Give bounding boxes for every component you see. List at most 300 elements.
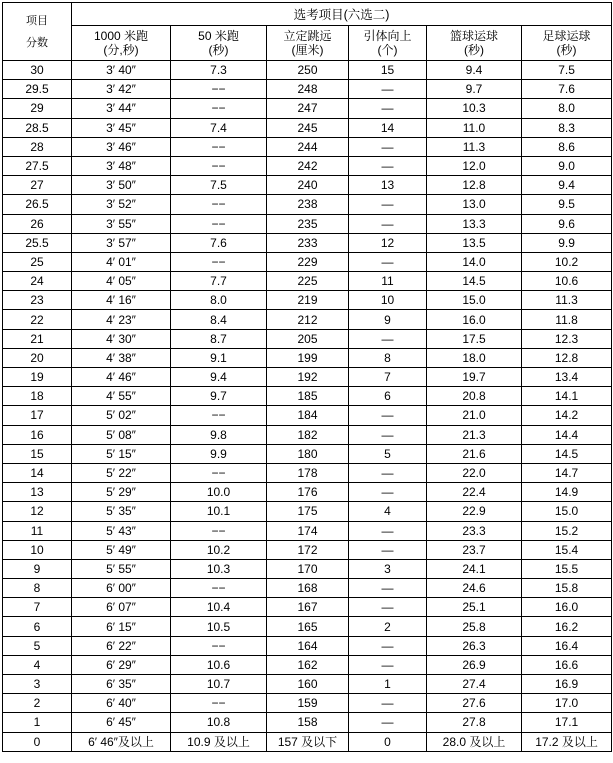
value-cell: 10.3 <box>427 99 522 118</box>
table-row <box>3 348 612 367</box>
value-cell: 10.0 <box>171 483 267 502</box>
table-row <box>3 272 612 291</box>
value-cell: 245 <box>267 118 349 137</box>
score-cell: 16 <box>3 425 72 444</box>
score-cell: 25.5 <box>3 233 72 252</box>
value-cell: 10.9 及以上 <box>171 732 267 751</box>
corner-label-score: 分数 <box>26 36 48 49</box>
value-cell: 11.3 <box>427 137 522 156</box>
score-cell: 13 <box>3 483 72 502</box>
value-cell: 6′ 00″ <box>72 579 171 598</box>
value-cell: 10.6 <box>522 272 612 291</box>
value-cell: 192 <box>267 368 349 387</box>
value-cell: — <box>349 99 427 118</box>
score-cell: 29.5 <box>3 80 72 99</box>
value-cell: 9.9 <box>522 233 612 252</box>
value-cell: — <box>349 598 427 617</box>
value-cell: — <box>349 329 427 348</box>
value-cell: 167 <box>267 598 349 617</box>
value-cell: 4 <box>349 502 427 521</box>
value-cell: 25.8 <box>427 617 522 636</box>
value-cell: 7.5 <box>522 61 612 80</box>
value-cell: 4′ 16″ <box>72 291 171 310</box>
value-cell: 11.3 <box>522 291 612 310</box>
value-cell: 165 <box>267 617 349 636</box>
value-cell: — <box>349 195 427 214</box>
value-cell: 21.6 <box>427 444 522 463</box>
table-row <box>3 713 612 732</box>
value-cell: 4′ 01″ <box>72 252 171 271</box>
value-cell: 7.7 <box>171 272 267 291</box>
table-row <box>3 559 612 578</box>
table-row <box>3 636 612 655</box>
value-cell: −− <box>171 195 267 214</box>
value-cell: — <box>349 579 427 598</box>
column-header-name: 50 米跑 <box>198 29 239 43</box>
score-cell: 17 <box>3 406 72 425</box>
column-header-unit: (厘米) <box>291 43 324 57</box>
score-table-body <box>3 61 612 752</box>
value-cell: 15.4 <box>522 540 612 559</box>
value-cell: 23.7 <box>427 540 522 559</box>
value-cell: — <box>349 636 427 655</box>
value-cell: 3′ 55″ <box>72 214 171 233</box>
value-cell: 8.3 <box>522 118 612 137</box>
value-cell: 20.8 <box>427 387 522 406</box>
corner-label-item: 项目 <box>26 14 48 27</box>
table-row <box>3 444 612 463</box>
value-cell: 10.1 <box>171 502 267 521</box>
value-cell: 170 <box>267 559 349 578</box>
value-cell: 11.8 <box>522 310 612 329</box>
score-cell: 10 <box>3 540 72 559</box>
table-row <box>3 540 612 559</box>
value-cell: 2 <box>349 617 427 636</box>
table-row <box>3 579 612 598</box>
value-cell: 212 <box>267 310 349 329</box>
value-cell: 160 <box>267 675 349 694</box>
value-cell: 10.2 <box>171 540 267 559</box>
value-cell: 27.4 <box>427 675 522 694</box>
value-cell: 9.9 <box>171 444 267 463</box>
value-cell: 23.3 <box>427 521 522 540</box>
value-cell: 4′ 30″ <box>72 329 171 348</box>
value-cell: 3′ 46″ <box>72 137 171 156</box>
value-cell: 18.0 <box>427 348 522 367</box>
value-cell: 3′ 48″ <box>72 156 171 175</box>
value-cell: 27.8 <box>427 713 522 732</box>
score-cell: 20 <box>3 348 72 367</box>
value-cell: 7.5 <box>171 176 267 195</box>
value-cell: 15.5 <box>522 559 612 578</box>
value-cell: 6′ 40″ <box>72 694 171 713</box>
value-cell: 162 <box>267 655 349 674</box>
table-row <box>3 425 612 444</box>
column-header-name: 引体向上 <box>363 29 412 43</box>
value-cell: 4′ 38″ <box>72 348 171 367</box>
score-cell: 28 <box>3 137 72 156</box>
value-cell: 6′ 35″ <box>72 675 171 694</box>
table-row <box>3 387 612 406</box>
score-cell: 12 <box>3 502 72 521</box>
value-cell: 3′ 45″ <box>72 118 171 137</box>
score-cell: 15 <box>3 444 72 463</box>
value-cell: 244 <box>267 137 349 156</box>
value-cell: — <box>349 483 427 502</box>
corner-header-cell <box>3 3 72 61</box>
score-cell: 6 <box>3 617 72 636</box>
value-cell: 4′ 46″ <box>72 368 171 387</box>
score-cell: 25 <box>3 252 72 271</box>
score-cell: 18 <box>3 387 72 406</box>
column-header-unit: (秒) <box>556 43 577 57</box>
value-cell: 247 <box>267 99 349 118</box>
score-cell: 27.5 <box>3 156 72 175</box>
value-cell: 7 <box>349 368 427 387</box>
column-header-name: 立定跳远 <box>283 29 332 43</box>
value-cell: 24.6 <box>427 579 522 598</box>
value-cell: 24.1 <box>427 559 522 578</box>
value-cell: 15.2 <box>522 521 612 540</box>
score-cell: 26 <box>3 214 72 233</box>
value-cell: 7.6 <box>522 80 612 99</box>
value-cell: 14.5 <box>522 444 612 463</box>
value-cell: — <box>349 655 427 674</box>
value-cell: 9.5 <box>522 195 612 214</box>
value-cell: 5′ 49″ <box>72 540 171 559</box>
value-cell: 13.3 <box>427 214 522 233</box>
value-cell: 22.0 <box>427 463 522 482</box>
value-cell: −− <box>171 463 267 482</box>
value-cell: 3′ 42″ <box>72 80 171 99</box>
table-row <box>3 368 612 387</box>
value-cell: 6′ 15″ <box>72 617 171 636</box>
value-cell: 185 <box>267 387 349 406</box>
group-header: 选考项目(六选二) <box>72 3 612 26</box>
value-cell: 229 <box>267 252 349 271</box>
score-cell: 7 <box>3 598 72 617</box>
value-cell: 9 <box>349 310 427 329</box>
table-header <box>3 3 612 61</box>
value-cell: 184 <box>267 406 349 425</box>
value-cell: — <box>349 713 427 732</box>
value-cell: 9.7 <box>427 80 522 99</box>
value-cell: −− <box>171 694 267 713</box>
table-row <box>3 655 612 674</box>
column-header-name: 篮球运球 <box>449 29 498 43</box>
value-cell: 7.3 <box>171 61 267 80</box>
table-row <box>3 195 612 214</box>
value-cell: 13.4 <box>522 368 612 387</box>
value-cell: 5′ 29″ <box>72 483 171 502</box>
column-header-name: 足球运球 <box>542 29 591 43</box>
value-cell: 16.0 <box>522 598 612 617</box>
value-cell: 3′ 50″ <box>72 176 171 195</box>
table-row <box>3 732 612 751</box>
value-cell: 0 <box>349 732 427 751</box>
value-cell: 205 <box>267 329 349 348</box>
value-cell: 9.7 <box>171 387 267 406</box>
table-row <box>3 502 612 521</box>
value-cell: 248 <box>267 80 349 99</box>
value-cell: 15.0 <box>522 502 612 521</box>
table-row <box>3 694 612 713</box>
value-cell: −− <box>171 579 267 598</box>
score-cell: 21 <box>3 329 72 348</box>
value-cell: 10 <box>349 291 427 310</box>
score-cell: 14 <box>3 463 72 482</box>
value-cell: 1 <box>349 675 427 694</box>
column-header <box>171 26 267 61</box>
value-cell: 10.7 <box>171 675 267 694</box>
value-cell: 6′ 22″ <box>72 636 171 655</box>
score-cell: 24 <box>3 272 72 291</box>
table-row <box>3 61 612 80</box>
value-cell: 6′ 46″及以上 <box>72 732 171 751</box>
value-cell: 7.6 <box>171 233 267 252</box>
score-cell: 22 <box>3 310 72 329</box>
value-cell: −− <box>171 80 267 99</box>
value-cell: 13.5 <box>427 233 522 252</box>
value-cell: −− <box>171 521 267 540</box>
table-row <box>3 675 612 694</box>
table-row <box>3 252 612 271</box>
value-cell: 199 <box>267 348 349 367</box>
value-cell: 26.3 <box>427 636 522 655</box>
score-cell: 0 <box>3 732 72 751</box>
value-cell: 6′ 45″ <box>72 713 171 732</box>
value-cell: 5′ 55″ <box>72 559 171 578</box>
value-cell: 5′ 02″ <box>72 406 171 425</box>
column-header-unit: (分,秒) <box>103 43 139 57</box>
value-cell: 157 及以下 <box>267 732 349 751</box>
value-cell: 15.0 <box>427 291 522 310</box>
value-cell: 164 <box>267 636 349 655</box>
value-cell: 8.0 <box>171 291 267 310</box>
value-cell: 25.1 <box>427 598 522 617</box>
column-header <box>427 26 522 61</box>
score-cell: 4 <box>3 655 72 674</box>
value-cell: 250 <box>267 61 349 80</box>
value-cell: — <box>349 252 427 271</box>
value-cell: 225 <box>267 272 349 291</box>
column-header-row <box>3 26 612 61</box>
table-row <box>3 406 612 425</box>
value-cell: — <box>349 521 427 540</box>
table-row <box>3 176 612 195</box>
value-cell: 4′ 55″ <box>72 387 171 406</box>
value-cell: −− <box>171 99 267 118</box>
value-cell: — <box>349 694 427 713</box>
value-cell: 19.7 <box>427 368 522 387</box>
value-cell: 28.0 及以上 <box>427 732 522 751</box>
value-cell: 17.2 及以上 <box>522 732 612 751</box>
score-cell: 30 <box>3 61 72 80</box>
value-cell: 13 <box>349 176 427 195</box>
value-cell: 6′ 07″ <box>72 598 171 617</box>
value-cell: 8.4 <box>171 310 267 329</box>
value-cell: 15.8 <box>522 579 612 598</box>
value-cell: — <box>349 156 427 175</box>
value-cell: 16.4 <box>522 636 612 655</box>
score-cell: 1 <box>3 713 72 732</box>
score-cell: 9 <box>3 559 72 578</box>
value-cell: 5 <box>349 444 427 463</box>
value-cell: 15 <box>349 61 427 80</box>
value-cell: −− <box>171 214 267 233</box>
score-cell: 27 <box>3 176 72 195</box>
value-cell: 12 <box>349 233 427 252</box>
value-cell: 8.7 <box>171 329 267 348</box>
value-cell: 159 <box>267 694 349 713</box>
value-cell: 10.5 <box>171 617 267 636</box>
value-cell: 10.6 <box>171 655 267 674</box>
value-cell: — <box>349 425 427 444</box>
value-cell: 9.4 <box>522 176 612 195</box>
value-cell: 8 <box>349 348 427 367</box>
value-cell: 21.3 <box>427 425 522 444</box>
value-cell: 9.4 <box>427 61 522 80</box>
score-cell: 29 <box>3 99 72 118</box>
value-cell: 12.0 <box>427 156 522 175</box>
value-cell: 10.8 <box>171 713 267 732</box>
value-cell: 5′ 43″ <box>72 521 171 540</box>
table-row <box>3 291 612 310</box>
value-cell: — <box>349 214 427 233</box>
score-cell: 8 <box>3 579 72 598</box>
column-header-unit: (个) <box>377 43 398 57</box>
value-cell: 16.2 <box>522 617 612 636</box>
value-cell: 14.2 <box>522 406 612 425</box>
value-cell: 4′ 23″ <box>72 310 171 329</box>
value-cell: 235 <box>267 214 349 233</box>
value-cell: 174 <box>267 521 349 540</box>
table-row <box>3 483 612 502</box>
value-cell: 3 <box>349 559 427 578</box>
column-header <box>522 26 612 61</box>
value-cell: 14.1 <box>522 387 612 406</box>
value-cell: −− <box>171 406 267 425</box>
score-cell: 23 <box>3 291 72 310</box>
table-row <box>3 598 612 617</box>
value-cell: −− <box>171 156 267 175</box>
value-cell: 8.6 <box>522 137 612 156</box>
value-cell: −− <box>171 137 267 156</box>
value-cell: 12.8 <box>427 176 522 195</box>
score-table <box>2 2 612 752</box>
value-cell: — <box>349 463 427 482</box>
value-cell: 5′ 22″ <box>72 463 171 482</box>
value-cell: 9.8 <box>171 425 267 444</box>
table-row <box>3 137 612 156</box>
value-cell: 3′ 44″ <box>72 99 171 118</box>
column-header <box>72 26 171 61</box>
value-cell: — <box>349 406 427 425</box>
value-cell: 14.0 <box>427 252 522 271</box>
value-cell: — <box>349 80 427 99</box>
value-cell: 242 <box>267 156 349 175</box>
column-header-name: 1000 米跑 <box>93 29 149 43</box>
value-cell: 158 <box>267 713 349 732</box>
table-row <box>3 156 612 175</box>
table-row <box>3 214 612 233</box>
value-cell: 8.0 <box>522 99 612 118</box>
score-cell: 28.5 <box>3 118 72 137</box>
column-header-unit: (秒) <box>208 43 229 57</box>
score-cell: 2 <box>3 694 72 713</box>
value-cell: 26.9 <box>427 655 522 674</box>
value-cell: 182 <box>267 425 349 444</box>
column-header-unit: (秒) <box>464 43 484 57</box>
value-cell: 176 <box>267 483 349 502</box>
table-row <box>3 118 612 137</box>
value-cell: 10.2 <box>522 252 612 271</box>
value-cell: 3′ 40″ <box>72 61 171 80</box>
column-header <box>267 26 349 61</box>
value-cell: 175 <box>267 502 349 521</box>
score-cell: 5 <box>3 636 72 655</box>
value-cell: −− <box>171 636 267 655</box>
value-cell: 5′ 08″ <box>72 425 171 444</box>
value-cell: 240 <box>267 176 349 195</box>
value-cell: 12.8 <box>522 348 612 367</box>
value-cell: 3′ 52″ <box>72 195 171 214</box>
table-row <box>3 99 612 118</box>
value-cell: 9.4 <box>171 368 267 387</box>
table-row <box>3 80 612 99</box>
value-cell: 11.0 <box>427 118 522 137</box>
table-row <box>3 463 612 482</box>
value-cell: 172 <box>267 540 349 559</box>
value-cell: 10.4 <box>171 598 267 617</box>
value-cell: 11 <box>349 272 427 291</box>
value-cell: 219 <box>267 291 349 310</box>
value-cell: 6′ 29″ <box>72 655 171 674</box>
column-header <box>349 26 427 61</box>
value-cell: 9.1 <box>171 348 267 367</box>
value-cell: 17.0 <box>522 694 612 713</box>
table-row <box>3 617 612 636</box>
value-cell: 178 <box>267 463 349 482</box>
value-cell: 13.0 <box>427 195 522 214</box>
value-cell: 17.1 <box>522 713 612 732</box>
value-cell: 10.3 <box>171 559 267 578</box>
value-cell: 9.0 <box>522 156 612 175</box>
value-cell: 5′ 35″ <box>72 502 171 521</box>
value-cell: 14.9 <box>522 483 612 502</box>
value-cell: 9.6 <box>522 214 612 233</box>
table-row <box>3 233 612 252</box>
score-cell: 26.5 <box>3 195 72 214</box>
value-cell: 14.7 <box>522 463 612 482</box>
score-cell: 11 <box>3 521 72 540</box>
value-cell: — <box>349 137 427 156</box>
value-cell: 22.9 <box>427 502 522 521</box>
value-cell: 168 <box>267 579 349 598</box>
value-cell: 7.4 <box>171 118 267 137</box>
table-row <box>3 329 612 348</box>
value-cell: 16.6 <box>522 655 612 674</box>
value-cell: 6 <box>349 387 427 406</box>
value-cell: 17.5 <box>427 329 522 348</box>
value-cell: 180 <box>267 444 349 463</box>
value-cell: 14.5 <box>427 272 522 291</box>
value-cell: 5′ 15″ <box>72 444 171 463</box>
value-cell: 14.4 <box>522 425 612 444</box>
value-cell: −− <box>171 252 267 271</box>
value-cell: 4′ 05″ <box>72 272 171 291</box>
value-cell: 3′ 57″ <box>72 233 171 252</box>
